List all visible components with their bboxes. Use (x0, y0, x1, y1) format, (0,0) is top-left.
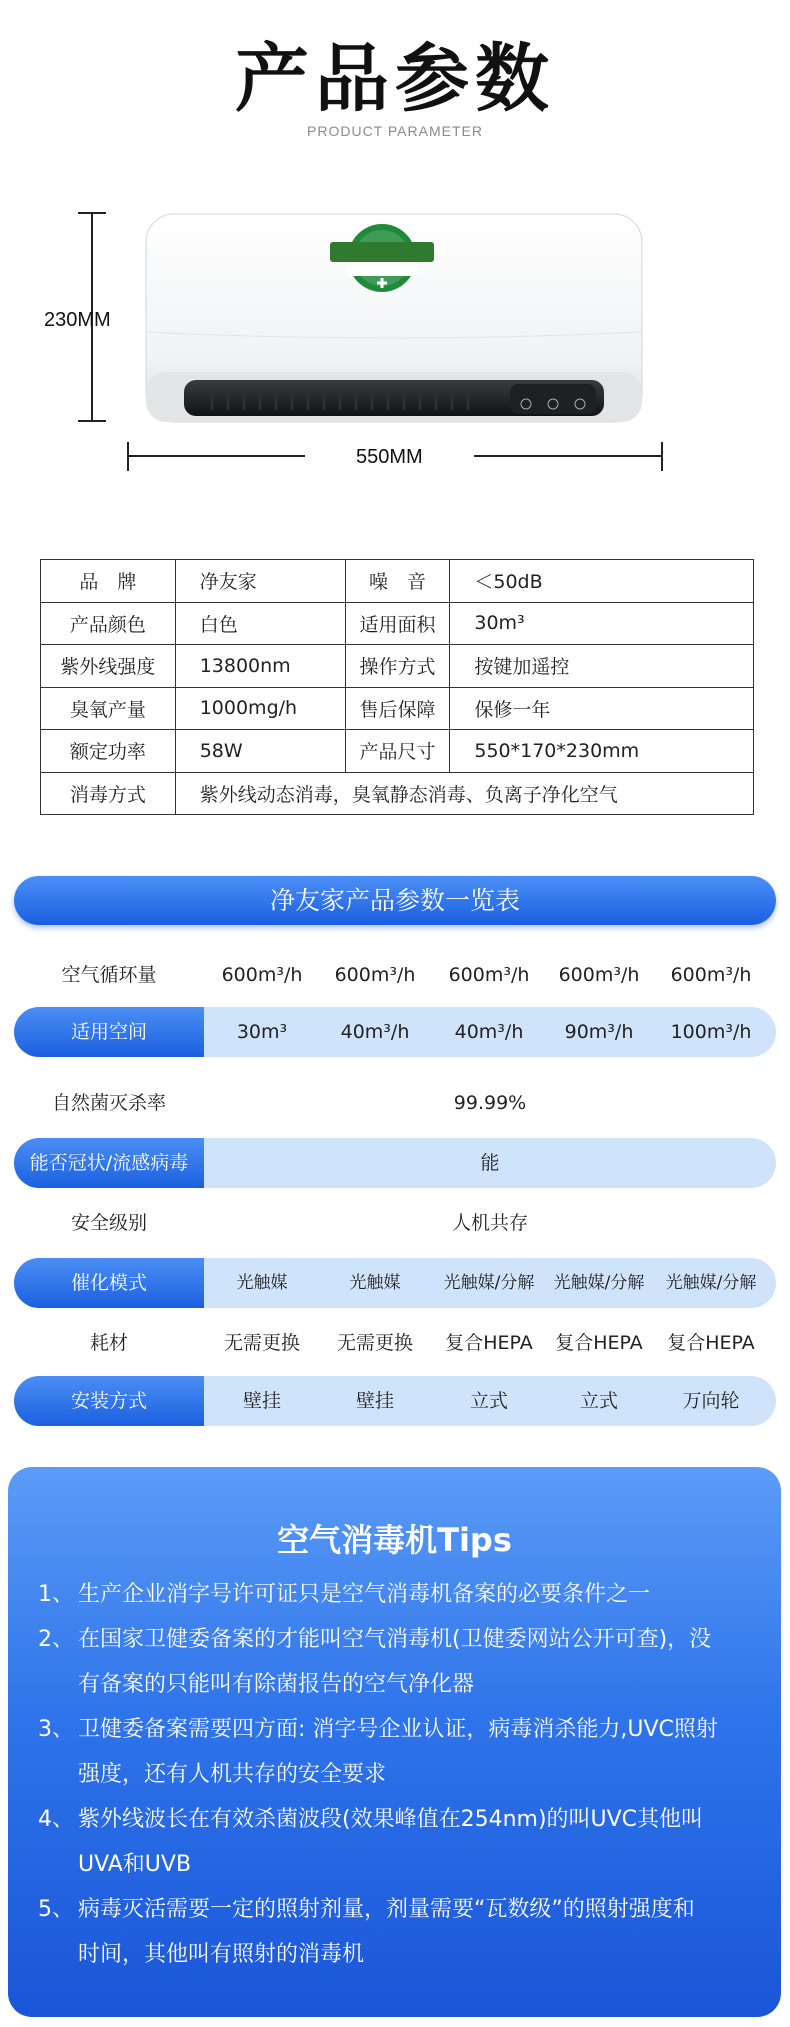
tip-line: 有备案的只能叫有除菌报告的空气净化器 (78, 1672, 475, 1697)
tip-item (38, 1572, 758, 1617)
height-label: 230MM (44, 309, 111, 331)
cell-value: 40m³/h (454, 1021, 524, 1043)
width-dimension-line-right (474, 455, 663, 457)
tip-number: 4、 (38, 1807, 74, 1832)
spec-value: 550*170*230mm (450, 730, 754, 773)
row-space (14, 1007, 776, 1057)
cell-value: 人机共存 (451, 1212, 528, 1234)
spec-key: 操作方式 (345, 645, 450, 688)
spec-key: 适用面积 (345, 602, 450, 645)
row-catalysis (14, 1258, 776, 1308)
spec-key: 消毒方式 (41, 772, 176, 815)
cell-value: 壁挂 (242, 1390, 281, 1412)
tip-line: 卫健委备案需要四方面: 消字号企业认证，病毒消杀能力,UVC照射 (78, 1717, 718, 1742)
spec-value: 1000mg/h (175, 687, 345, 730)
cell-value: 600m³/h (448, 964, 530, 986)
cell-value: 壁挂 (355, 1390, 394, 1412)
row-label: 耗材 (89, 1332, 128, 1354)
spec-table (40, 559, 754, 815)
row-safety (14, 1198, 776, 1248)
row-consumables (14, 1318, 776, 1368)
spec-key: 噪 音 (345, 560, 450, 603)
table-row (41, 602, 754, 645)
tip-number: 1、 (38, 1582, 74, 1607)
cell-value: 光触媒 (349, 1273, 401, 1293)
comparison-title-banner: 净友家产品参数一览表 (14, 876, 776, 925)
cell-value: 无需更换 (336, 1332, 413, 1354)
spec-value: ＜50dB (450, 560, 754, 603)
row-label: 安全级别 (70, 1212, 147, 1234)
height-dimension-top-tick (78, 212, 106, 214)
cell-value: 立式 (579, 1390, 618, 1412)
spec-key: 产品颜色 (41, 602, 176, 645)
spec-value: 30m³ (450, 602, 754, 645)
cell-value: 复合HEPA (445, 1332, 533, 1354)
table-row (41, 645, 754, 688)
cell-value: 光触媒 (236, 1273, 288, 1293)
row-air-circulation (14, 950, 776, 1000)
tip-item (38, 1797, 758, 1887)
tip-line: 时间，其他叫有照射的消毒机 (78, 1942, 365, 1967)
spec-value: 紫外线动态消毒，臭氧静态消毒、负离子净化空气 (175, 772, 753, 815)
tip-number: 3、 (38, 1717, 74, 1742)
tip-line: 强度，还有人机共存的安全要求 (78, 1762, 387, 1787)
row-install (14, 1376, 776, 1426)
spec-value: 保修一年 (450, 687, 754, 730)
spec-value: 按键加遥控 (450, 645, 754, 688)
cell-value: 600m³/h (221, 964, 303, 986)
spec-key: 品 牌 (41, 560, 176, 603)
tip-number: 5、 (38, 1897, 74, 1922)
row-label: 自然菌灭杀率 (51, 1092, 166, 1114)
row-label: 催化模式 (14, 1258, 204, 1308)
tip-number: 2、 (38, 1627, 74, 1652)
tip-item (38, 1617, 758, 1707)
cell-value: 能 (480, 1152, 500, 1174)
cell-value: 30m³ (236, 1021, 288, 1043)
row-label: 能否冠状/流感病毒 (14, 1138, 204, 1188)
width-label: 550MM (356, 446, 423, 468)
tips-title: 空气消毒机Tips (277, 1521, 512, 1559)
spec-value: 13800nm (175, 645, 345, 688)
cell-value: 600m³/h (558, 964, 640, 986)
cell-value: 万向轮 (682, 1390, 740, 1412)
tip-line: 病毒灭活需要一定的照射剂量，剂量需要“瓦数级”的照射强度和 (78, 1897, 695, 1922)
page-subtitle: PRODUCT PARAMETER (307, 123, 483, 139)
spec-key: 售后保障 (345, 687, 450, 730)
spec-value: 58W (175, 730, 345, 773)
cell-value: 复合HEPA (667, 1332, 755, 1354)
tip-line: 生产企业消字号许可证只是空气消毒机备案的必要条件之一 (78, 1582, 651, 1607)
cell-value: 光触媒/分解 (443, 1273, 535, 1293)
table-row (41, 687, 754, 730)
cell-value: 100m³/h (670, 1021, 752, 1043)
cell-value: 600m³/h (670, 964, 752, 986)
row-virus (14, 1138, 776, 1188)
tip-line: UVA和UVB (78, 1852, 192, 1877)
tip-line: 紫外线波长在有效杀菌波段(效果峰值在254nm)的叫UVC其他叫 (78, 1807, 704, 1832)
row-kill-rate (14, 1078, 776, 1128)
cell-value: 复合HEPA (555, 1332, 643, 1354)
tips-panel (8, 1467, 781, 2017)
tip-line: 在国家卫健委备案的才能叫空气消毒机(卫健委网站公开可查)，没 (78, 1627, 712, 1652)
cell-value: 600m³/h (334, 964, 416, 986)
air-disinfector-image (142, 212, 646, 424)
spec-value: 白色 (175, 602, 345, 645)
page-title: 产品参数 (235, 36, 555, 122)
spec-value: 净友家 (175, 560, 345, 603)
spec-key: 额定功率 (41, 730, 176, 773)
table-row (41, 730, 754, 773)
row-label: 安装方式 (14, 1376, 204, 1426)
table-row (41, 772, 754, 815)
tip-item (38, 1887, 758, 1977)
row-label: 适用空间 (14, 1007, 204, 1057)
cell-value: 光触媒/分解 (665, 1273, 757, 1293)
width-dimension-left-tick (127, 442, 129, 471)
spec-key: 紫外线强度 (41, 645, 176, 688)
cell-value: 99.99% (453, 1092, 527, 1114)
width-dimension-line-left (127, 455, 305, 457)
cell-value: 40m³/h (340, 1021, 410, 1043)
spec-key: 臭氧产量 (41, 687, 176, 730)
cell-value: 90m³/h (564, 1021, 634, 1043)
cell-value: 立式 (469, 1390, 508, 1412)
row-label: 空气循环量 (61, 964, 157, 986)
cell-value: 光触媒/分解 (553, 1273, 645, 1293)
cell-value: 无需更换 (223, 1332, 300, 1354)
spec-key: 产品尺寸 (345, 730, 450, 773)
width-dimension-right-tick (661, 442, 663, 471)
tip-item (38, 1707, 758, 1797)
height-dimension-bottom-tick (78, 420, 106, 422)
table-row (41, 560, 754, 603)
